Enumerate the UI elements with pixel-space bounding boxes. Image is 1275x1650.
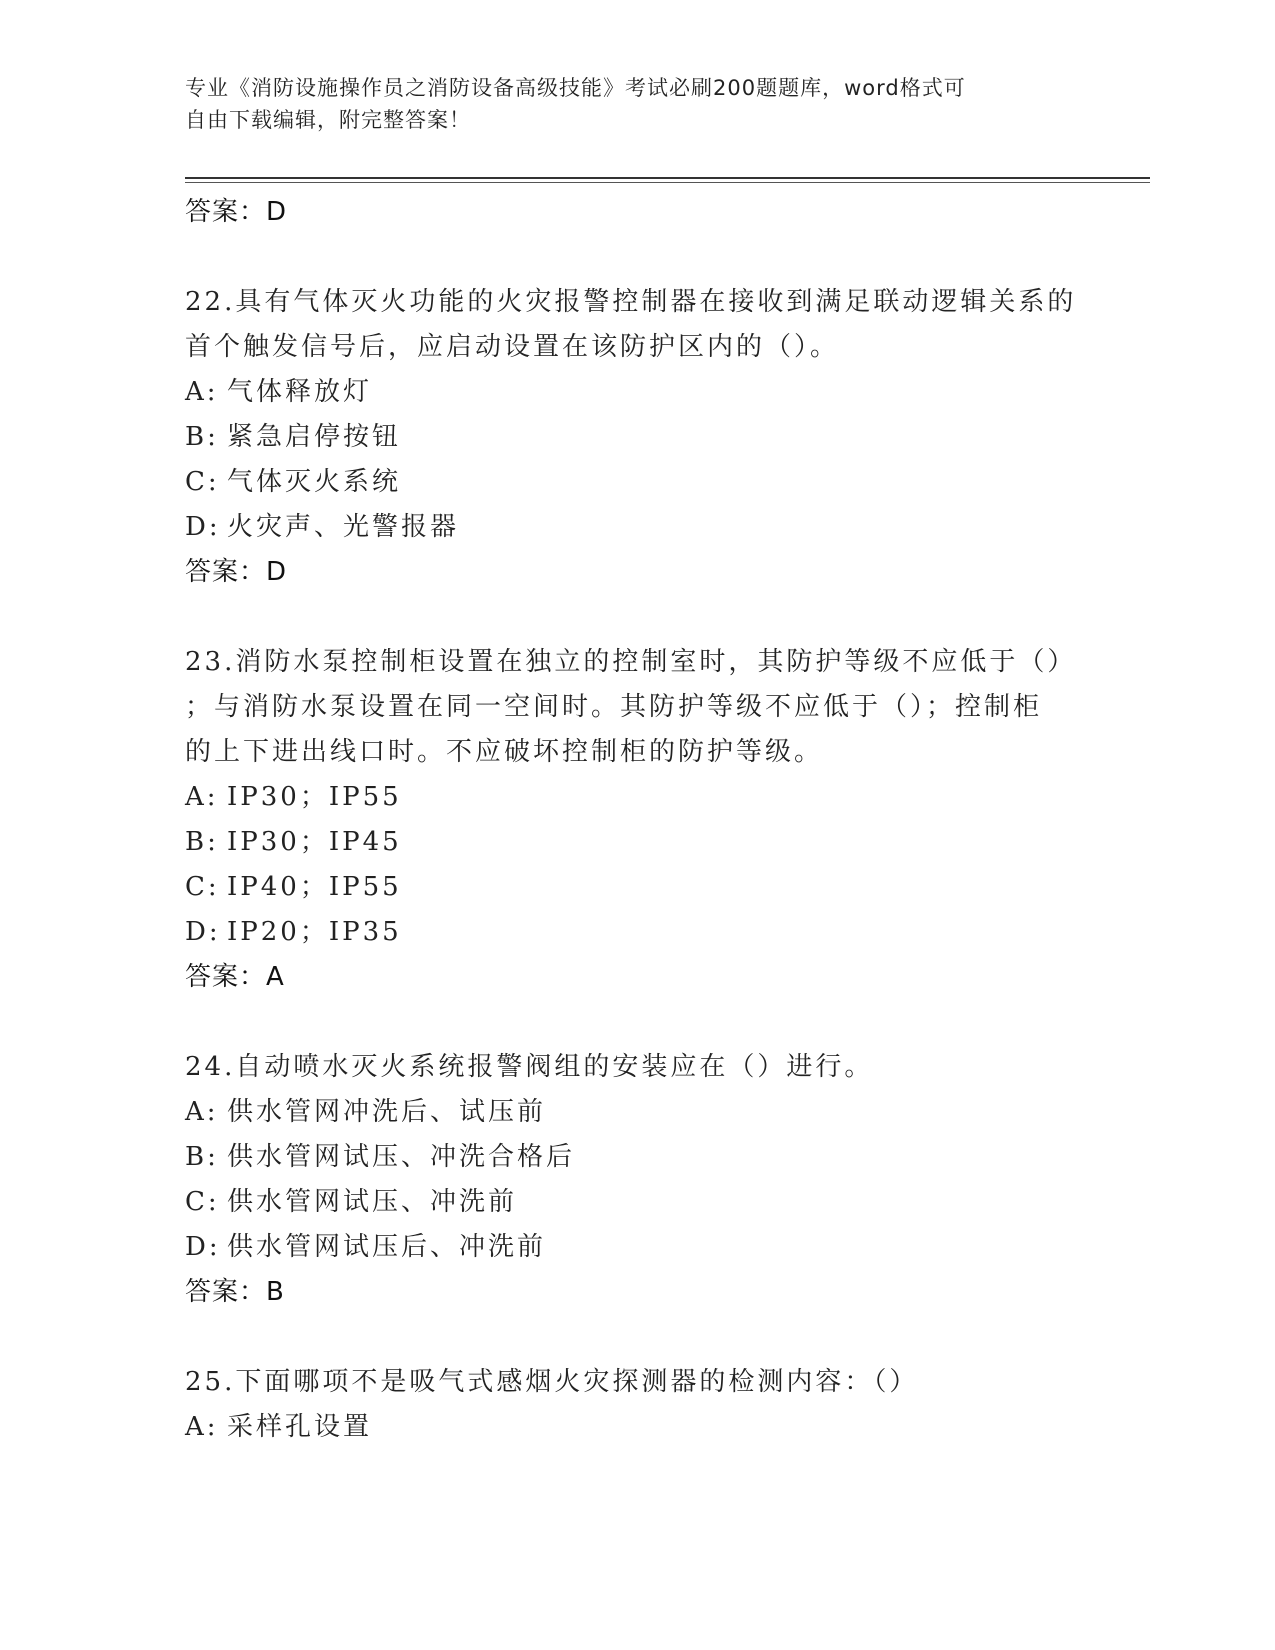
question-23 xyxy=(185,640,1085,999)
question-24 xyxy=(185,1045,1085,1314)
answer-line: 答案：D xyxy=(185,557,288,587)
option-text: IP40；IP55 xyxy=(227,872,402,902)
option-letter: B: xyxy=(185,827,219,857)
option-a xyxy=(185,370,1085,415)
option-letter: C: xyxy=(185,467,220,497)
spacer xyxy=(185,999,1085,1045)
option-letter: B: xyxy=(185,422,219,452)
question-text xyxy=(185,640,1085,775)
option-c xyxy=(185,865,1085,910)
option-text: 紧急启停按钮 xyxy=(227,422,402,452)
question-text-line: 23.消防水泵控制柜设置在独立的控制室时，其防护等级不应低于（） xyxy=(185,647,1077,677)
spacer xyxy=(185,1314,1085,1360)
option-a xyxy=(185,1090,1085,1135)
option-a xyxy=(185,1405,1085,1450)
option-text: 气体灭火系统 xyxy=(227,467,402,497)
answer-line: 答案：A xyxy=(185,962,285,992)
question-text-line: 22.具有气体灭火功能的火灾报警控制器在接收到满足联动逻辑关系的 xyxy=(185,287,1077,317)
header-line-1: 专业《消防设施操作员之消防设备高级技能》考试必刷200题题库，word格式可 xyxy=(185,76,966,100)
question-text-line: ；与消防水泵设置在同一空间时。其防护等级不应低于（）；控制柜 xyxy=(185,692,1043,722)
option-letter: A: xyxy=(185,1097,219,1127)
option-b xyxy=(185,415,1085,460)
option-text: IP30；IP45 xyxy=(227,827,402,857)
option-b xyxy=(185,820,1085,865)
option-letter: B: xyxy=(185,1142,219,1172)
question-text xyxy=(185,280,1085,370)
option-d xyxy=(185,1225,1085,1270)
option-letter: C: xyxy=(185,872,220,902)
option-text: IP20；IP35 xyxy=(227,917,402,947)
option-d xyxy=(185,910,1085,955)
question-text xyxy=(185,1360,1085,1405)
option-letter: D: xyxy=(185,917,221,947)
option-text: 供水管网试压后、冲洗前 xyxy=(227,1232,547,1262)
option-text: 气体释放灯 xyxy=(227,377,373,407)
option-b xyxy=(185,1135,1085,1180)
question-25 xyxy=(185,1360,1085,1450)
question-22 xyxy=(185,280,1085,594)
option-d xyxy=(185,505,1085,550)
option-a xyxy=(185,775,1085,820)
document-header xyxy=(185,72,1065,136)
spacer xyxy=(185,594,1085,640)
option-text: 供水管网试压、冲洗前 xyxy=(227,1187,518,1217)
option-letter: A: xyxy=(185,377,219,407)
question-text-line: 24.自动喷水灭火系统报警阀组的安装应在（）进行。 xyxy=(185,1052,874,1082)
header-divider xyxy=(185,177,1150,179)
option-text: IP30；IP55 xyxy=(227,782,402,812)
question-text-line: 的上下进出线口时。不应破坏控制柜的防护等级。 xyxy=(185,737,824,767)
option-letter: C: xyxy=(185,1187,220,1217)
option-text: 供水管网冲洗后、试压前 xyxy=(227,1097,547,1127)
previous-answer: 答案：D xyxy=(185,197,288,227)
option-letter: D: xyxy=(185,1232,221,1262)
option-text: 供水管网试压、冲洗合格后 xyxy=(227,1142,576,1172)
option-letter: A: xyxy=(185,1412,219,1442)
question-text xyxy=(185,1045,1085,1090)
question-text-line: 首个触发信号后，应启动设置在该防护区内的（）。 xyxy=(185,332,840,362)
option-text: 火灾声、光警报器 xyxy=(227,512,460,542)
option-letter: D: xyxy=(185,512,221,542)
option-letter: A: xyxy=(185,782,219,812)
header-line-2: 自由下载编辑，附完整答案！ xyxy=(185,108,471,132)
question-list xyxy=(185,190,1085,1450)
header-divider-thin xyxy=(185,182,1150,183)
question-text-line: 25.下面哪项不是吸气式感烟火灾探测器的检测内容：（） xyxy=(185,1367,919,1397)
spacer xyxy=(185,234,1085,280)
answer-line: 答案：B xyxy=(185,1277,285,1307)
option-c xyxy=(185,1180,1085,1225)
option-c xyxy=(185,460,1085,505)
option-text: 采样孔设置 xyxy=(227,1412,373,1442)
